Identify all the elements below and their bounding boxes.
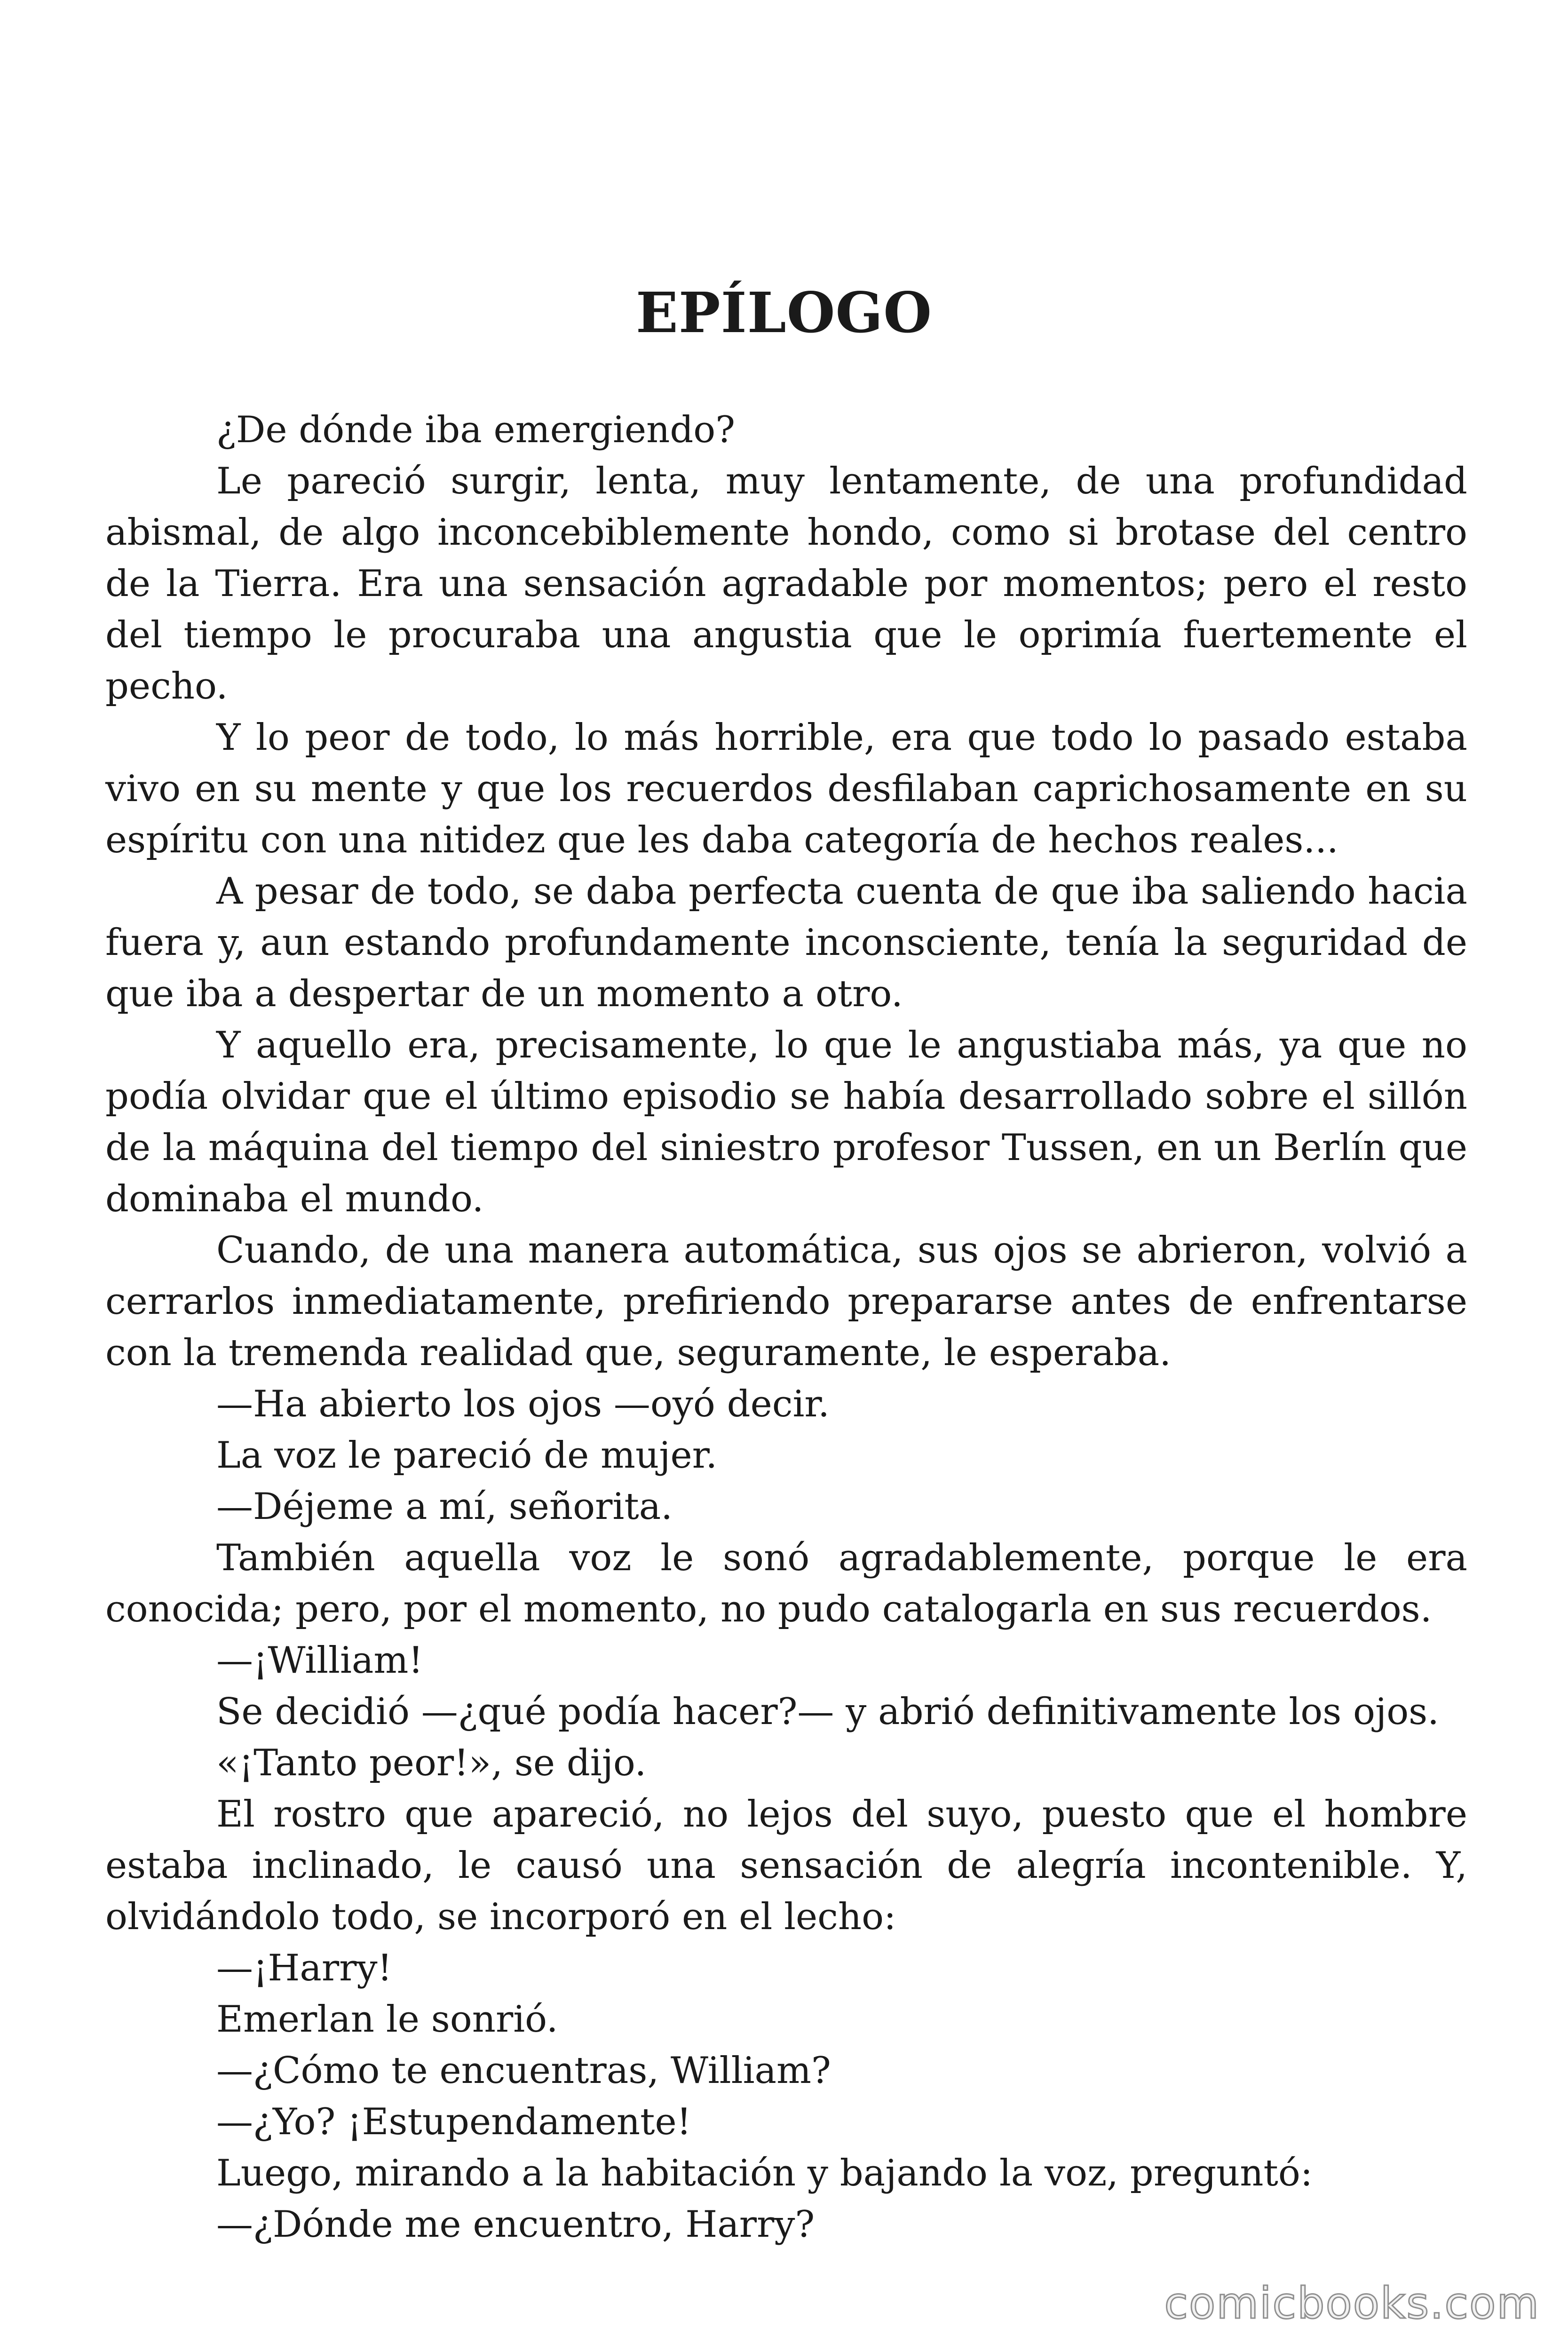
dialogue-line: —Ha abierto los ojos —oyó decir. bbox=[216, 1383, 830, 1425]
paragraph: También aquella voz le sonó agradablemente, porque le era conocida; pero, por el momento, no pudo catalogarla en sus recuerdos. bbox=[105, 1537, 1467, 1630]
paragraph: Le pareció surgir, lenta, muy lentamente, de una profundidad abismal, de algo inconcebiblemente hondo, como si brotase del centro de la Tierra. Era una sensación agradable por momentos; pero el resto del tiempo le procuraba una angustia que le oprimía fuertemente el pecho. bbox=[105, 460, 1467, 707]
paragraph: «¡Tanto peor!», se dijo. bbox=[216, 1742, 647, 1784]
paragraph: Y lo peor de todo, lo más horrible, era que todo lo pasado estaba vivo en su mente y que los recuerdos desfilaban caprichosamente en su espíritu con una nitidez que les daba categoría de hechos reales... bbox=[105, 716, 1467, 861]
dialogue-line: —¿Cómo te encuentras, William? bbox=[216, 2050, 831, 2092]
paragraph: Cuando, de una manera automática, sus ojos se abrieron, volvió a cerrarlos inmediatamente, prefiriendo prepararse antes de enfrentarse con la tremenda realidad que, seguramente, le esperaba. bbox=[105, 1229, 1467, 1374]
paragraph: Emerlan le sonrió. bbox=[216, 1998, 558, 2041]
dialogue-line: —¡Harry! bbox=[216, 1947, 392, 1989]
chapter-body bbox=[105, 405, 1467, 2250]
dialogue-line: —Déjeme a mí, señorita. bbox=[216, 1486, 673, 1528]
paragraph: A pesar de todo, se daba perfecta cuenta de que iba saliendo hacia fuera y, aun estando profundamente inconsciente, tenía la seguridad de que iba a despertar de un momento a otro. bbox=[105, 870, 1467, 1015]
dialogue-line: —¿Dónde me encuentro, Harry? bbox=[216, 2203, 815, 2246]
paragraph: El rostro que apareció, no lejos del suyo, puesto que el hombre estaba inclinado, le causó una sensación de alegría incontenible. Y, olvidándolo todo, se incorporó en el lecho: bbox=[105, 1793, 1467, 1938]
dialogue-line: —¡William! bbox=[216, 1639, 423, 1682]
paragraph: La voz le pareció de mujer. bbox=[216, 1434, 718, 1477]
paragraph: Se decidió —¿qué podía hacer?— y abrió definitivamente los ojos. bbox=[216, 1691, 1439, 1733]
paragraph: ¿De dónde iba emergiendo? bbox=[216, 409, 736, 451]
chapter-title: EPÍLOGO bbox=[635, 280, 933, 345]
paragraph: Luego, mirando a la habitación y bajando la voz, preguntó: bbox=[216, 2152, 1313, 2194]
watermark: comicbooks.com bbox=[1164, 2278, 1540, 2328]
paragraph: Y aquello era, precisamente, lo que le angustiaba más, ya que no podía olvidar que el último episodio se había desarrollado sobre el sillón de la máquina del tiempo del siniestro profesor Tussen, en un Berlín que dominaba el mundo. bbox=[105, 1024, 1467, 1220]
dialogue-line: —¿Yo? ¡Estupendamente! bbox=[216, 2101, 691, 2143]
